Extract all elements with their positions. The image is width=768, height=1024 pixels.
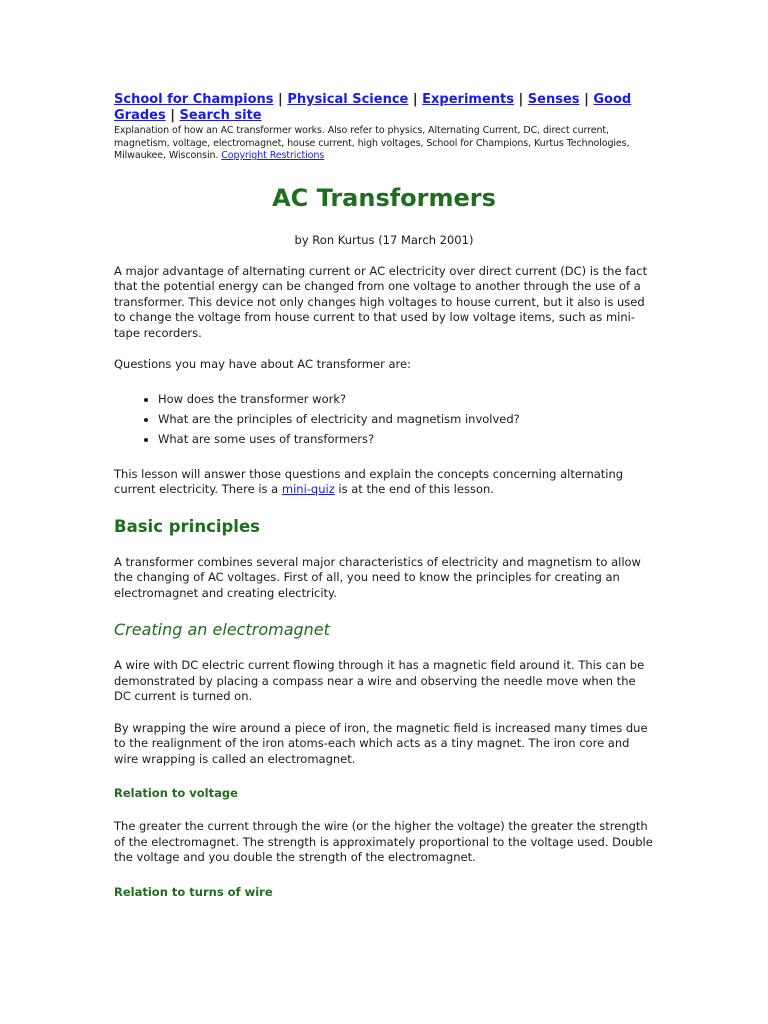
nav-link-school-for-champions[interactable]: School for Champions	[114, 92, 274, 107]
nav-separator: |	[278, 92, 283, 107]
site-navigation	[114, 92, 654, 124]
mini-quiz-link[interactable]: mini-quiz	[281, 482, 335, 496]
nav-separator: |	[412, 92, 418, 107]
lesson-text-end: is at the end of this lesson.	[334, 482, 494, 496]
nav-separator: |	[518, 92, 524, 107]
questions-list	[114, 389, 654, 449]
nav-link-physical-science[interactable]: Physical Science	[287, 92, 409, 107]
nav-separator: |	[584, 92, 589, 107]
list-item: • How does the transformer work?	[158, 389, 654, 409]
copyright-link[interactable]: Copyright Restrictions	[221, 150, 325, 161]
lesson-text: This lesson will answer those questions and explain the concepts concerning alternating current electricity. There is a	[114, 466, 624, 496]
nav-link-senses[interactable]: Senses	[527, 92, 580, 107]
nav-separator: |	[170, 108, 175, 123]
byline: by Ron Kurtus (17 March 2001)	[294, 232, 474, 247]
description-text: Explanation of how an AC transformer works. Also refer to physics, Alternating Current, DC, direct current, magnetism, voltage, electromagnet, house current, high voltages, School for Champions, Kurtus Technologies, Milwaukee, Wisconsin.	[114, 125, 630, 161]
document-page	[114, 92, 654, 900]
nav-link-good-grades[interactable]: Good Grades	[114, 92, 632, 123]
list-item: • What are some uses of transformers?	[158, 429, 654, 449]
intro-paragraph: A major advantage of alternating current or AC electricity over direct current (DC) is the fact that the potential energy can be changed from one voltage to another through the use of a transformer. This device not only changes high voltages to house current, but it also is used to change the voltage from house current to that used by low voltage items, such as mini-tape recorders.	[114, 263, 648, 340]
page-description	[114, 125, 654, 163]
list-item: • What are the principles of electricity and magnetism involved?	[158, 409, 654, 429]
page-title: AC Transformers	[272, 183, 496, 212]
turns-heading: Relation to turns of wire	[114, 884, 273, 899]
basic-principles-paragraph: A transformer combines several major characteristics of electricity and magnetism to allow the changing of AC voltages. First of all, you need to know the principles for creating an electromagnet and creating electricity.	[114, 554, 641, 600]
voltage-heading: Relation to voltage	[114, 786, 238, 800]
electromagnet-heading: Creating an electromagnet	[114, 620, 330, 639]
electromagnet-paragraph-2: By wrapping the wire around a piece of iron, the magnetic field is increased many times due to the realignment of the iron atoms-each which acts as a tiny magnet. The iron core and wire wrapping is called an electromagnet.	[114, 720, 648, 766]
nav-link-search-site[interactable]: Search site	[179, 108, 262, 123]
lesson-paragraph	[114, 467, 654, 498]
basic-principles-heading: Basic principles	[114, 516, 260, 536]
nav-link-experiments[interactable]: Experiments	[422, 92, 514, 107]
electromagnet-paragraph-1: A wire with DC electric current flowing through it has a magnetic field around it. This can be demonstrated by placing a compass near a wire and observing the needle move when the DC current is turned on.	[114, 658, 645, 703]
voltage-paragraph: The greater the current through the wire (or the higher the voltage) the greater the strength of the electromagnet. The strength is approximately proportional to the voltage used. Double the voltage and you double the strength of the electromagnet.	[114, 819, 653, 864]
questions-lead: Questions you may have about AC transformer are:	[114, 357, 411, 371]
